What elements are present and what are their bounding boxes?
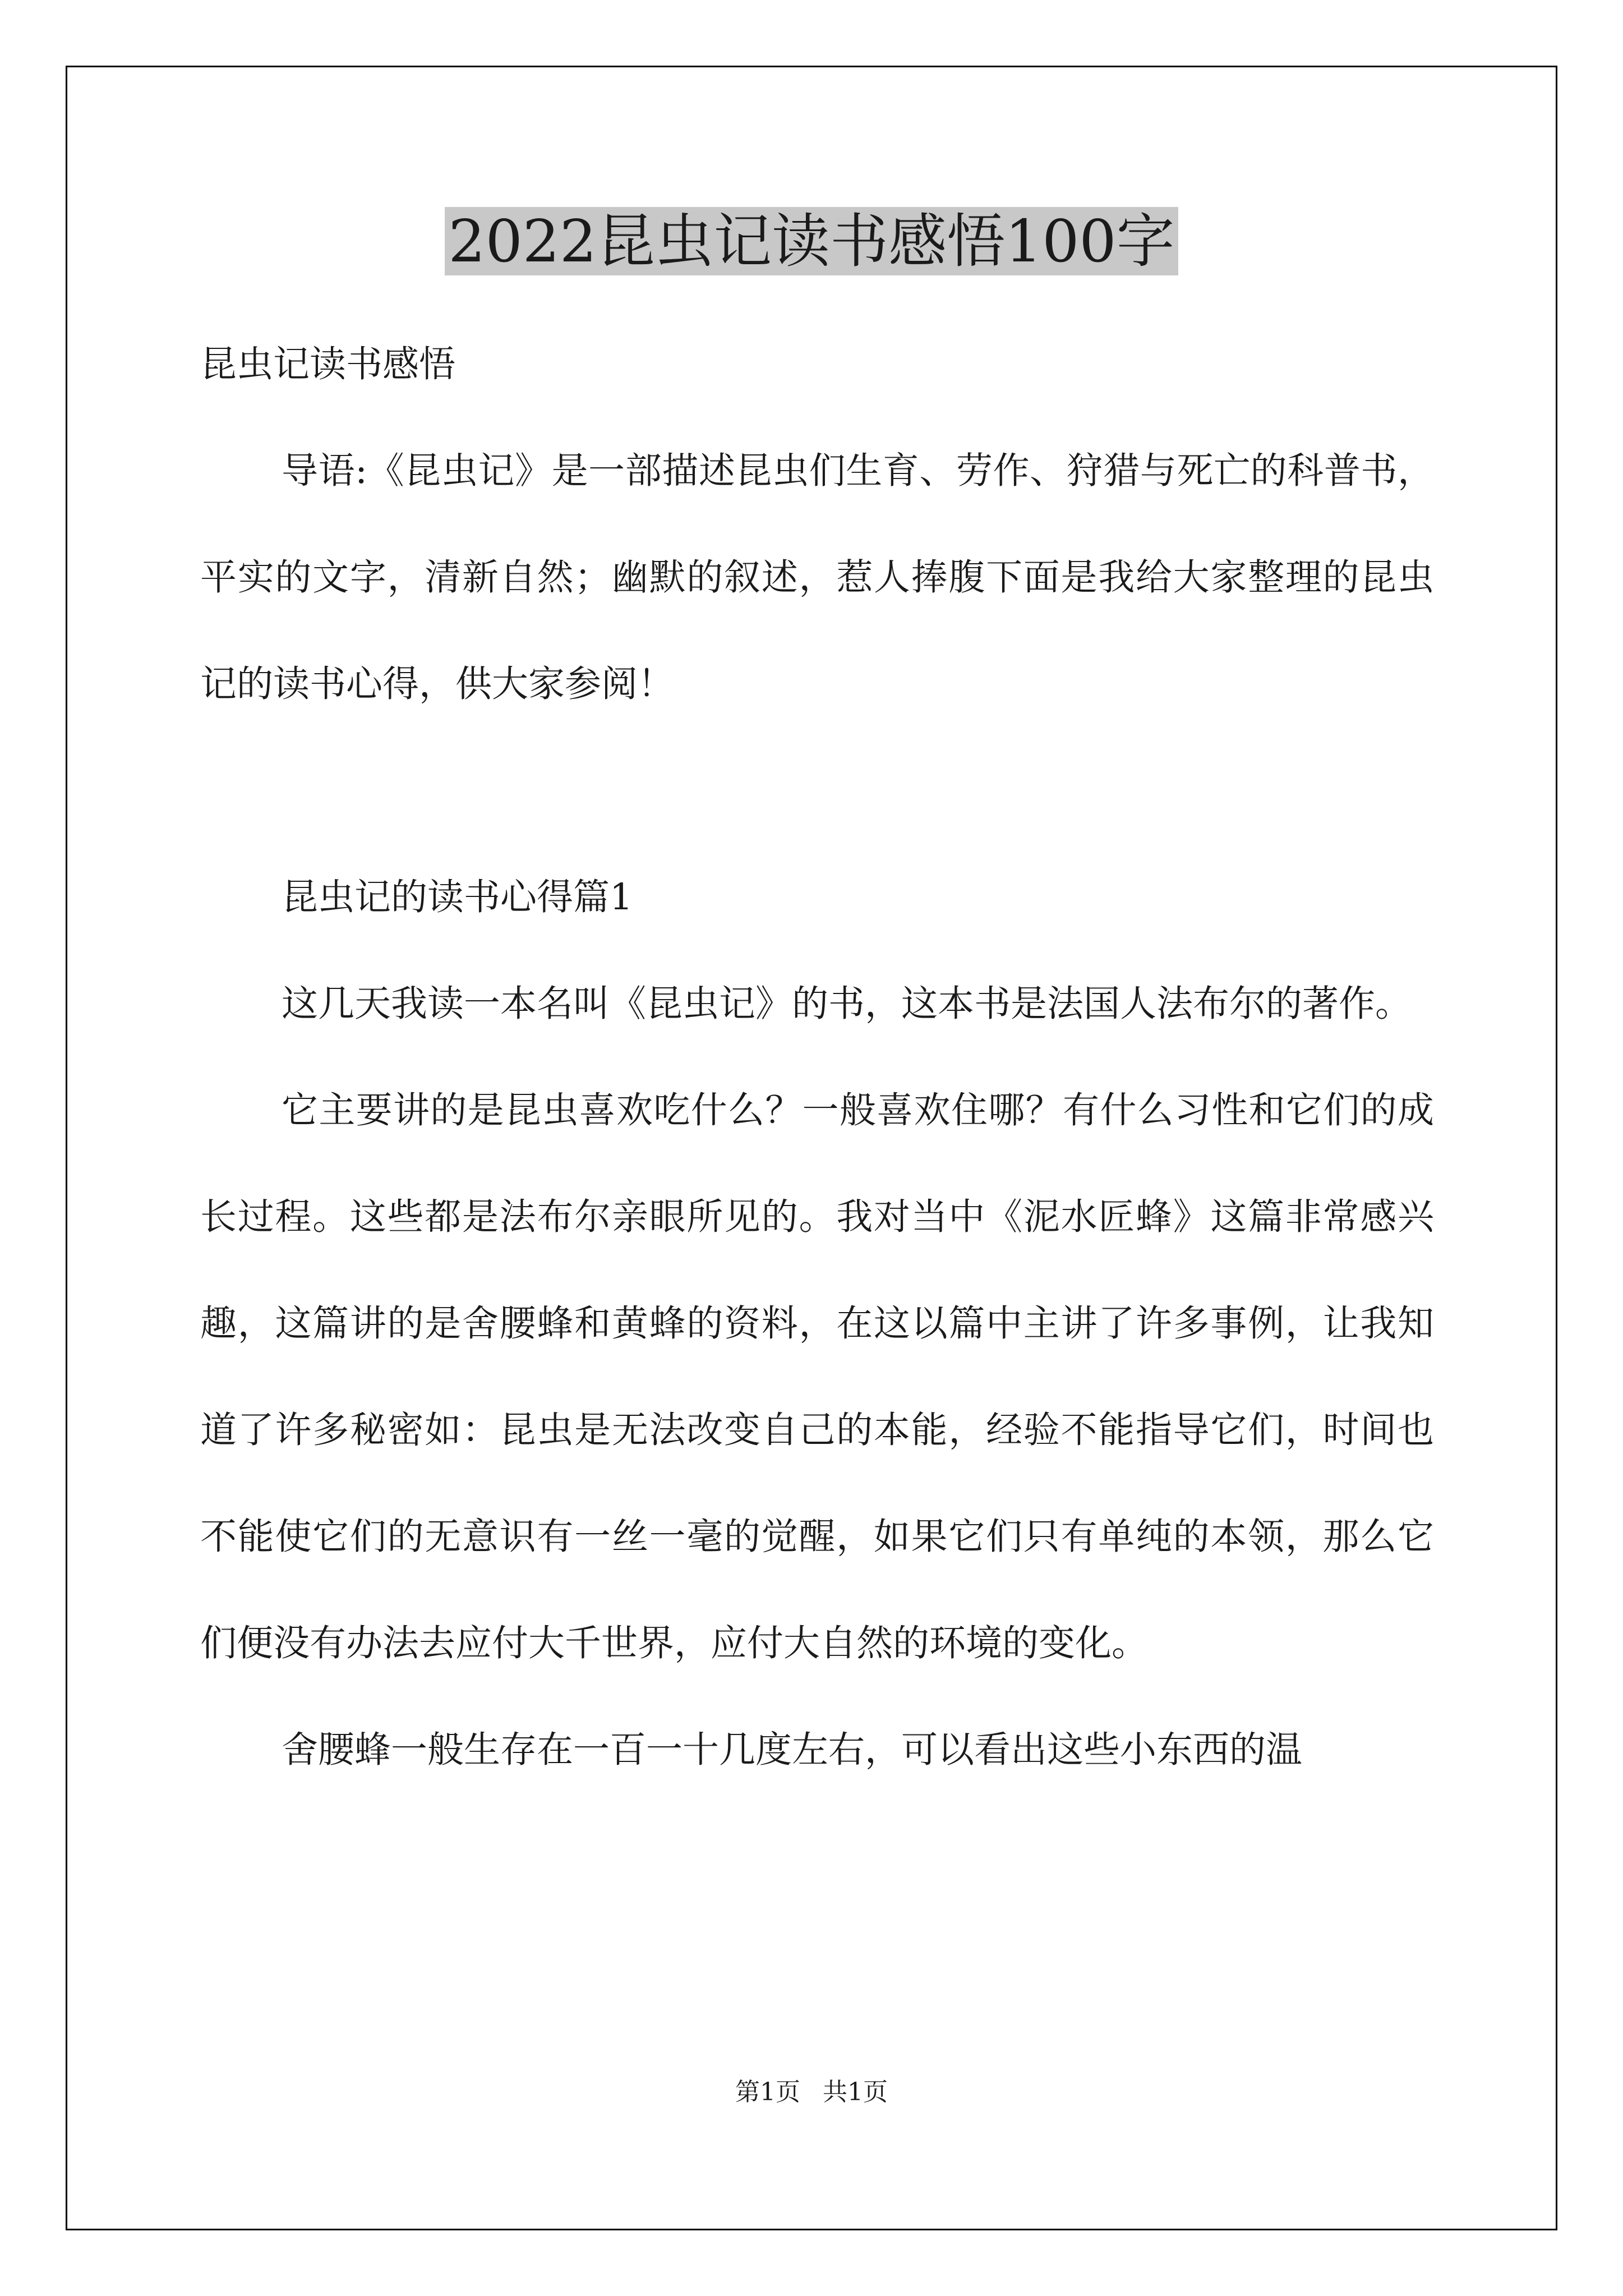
- section-heading: 昆虫记的读书心得篇1: [282, 876, 633, 918]
- body-paragraph-3: 舍腰蜂一般生存在一百一十几度左右，可以看出这些小东西的温: [282, 1729, 1303, 1771]
- document-subtitle: 昆虫记读书感悟: [200, 343, 456, 385]
- page-footer: [0, 2076, 1623, 2109]
- body-paragraph-2: 它主要讲的是昆虫喜欢吃什么？一般喜欢住哪？有什么习性和它们的成长过程。这些都是法布尔亲眼所见的。我对当中《泥水匠蜂》这篇非常感兴趣，这篇讲的是舍腰蜂和黄蜂的资料，在这以篇中主讲了许多事例，让我知道了许多秘密如：昆虫是无法改变自己的本能，经验不能指导它们，时间也不能使它们的无意识有一丝一毫的觉醒，如果它们只有单纯的本领，那么它们便没有办法去应付大千世界，应付大自然的环境的变化。: [200, 1089, 1434, 1664]
- document-title-text: 2022昆虫记读书感悟100字: [445, 207, 1178, 275]
- document-body: [200, 311, 1434, 1803]
- body-paragraph-1: 这几天我读一本名叫《昆虫记》的书，这本书是法国人法布尔的著作。: [282, 983, 1412, 1025]
- document-title: [0, 202, 1623, 280]
- intro-paragraph: 导语:《昆虫记》是一部描述昆虫们生育、劳作、狩猎与死亡的科普书，平实的文字，清新自然；幽默的叙述，惹人捧腹下面是我给大家整理的昆虫记的读书心得，供大家参阅！: [200, 450, 1434, 705]
- page-number-total: 共1页: [823, 2078, 888, 2106]
- page-number-current: 第1页: [735, 2078, 800, 2106]
